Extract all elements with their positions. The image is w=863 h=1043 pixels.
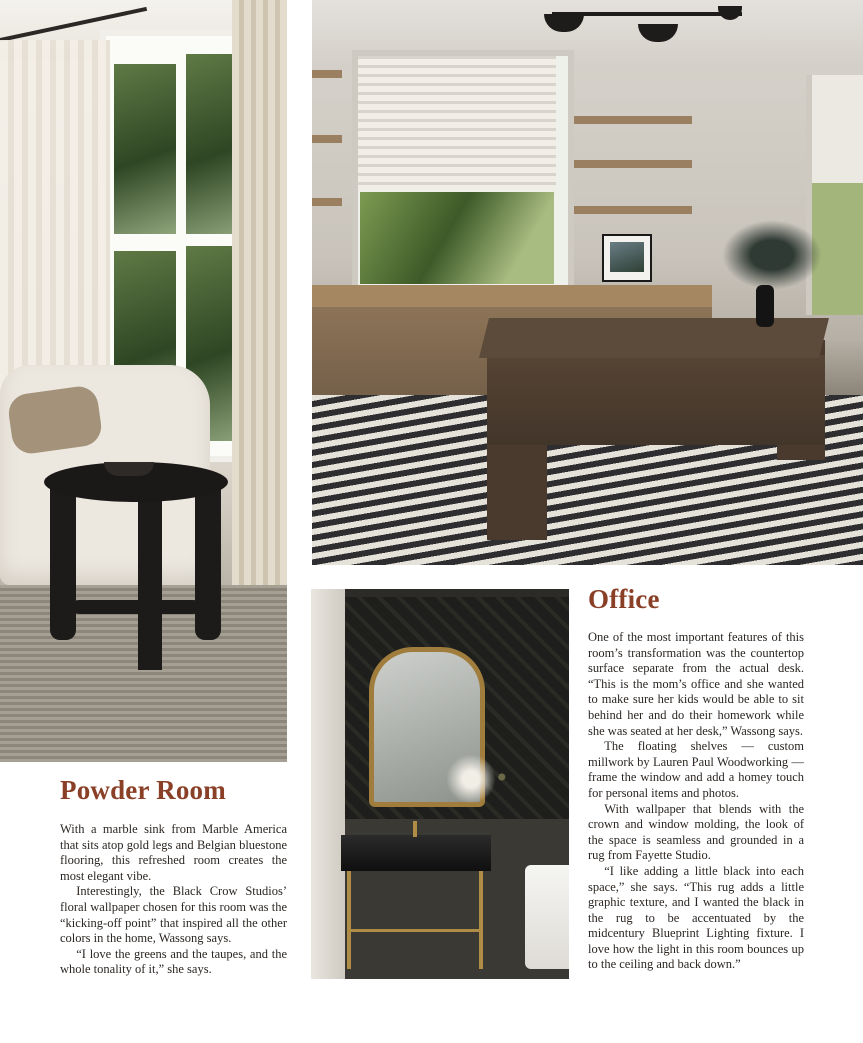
desk-front-panel [487, 355, 825, 445]
office-photo [312, 0, 863, 565]
window-view [360, 192, 554, 284]
paragraph: Interestingly, the Black Crow Studios’ floral wallpaper chosen for this room was the “kicking-off point” that inspired all the other colors in the home, Wassong says. [60, 884, 287, 946]
countertop [312, 285, 712, 307]
roman-shade [358, 56, 556, 191]
wood-desk [479, 318, 829, 358]
table-stretcher [72, 600, 200, 614]
toilet [525, 865, 569, 969]
brass-leg [479, 871, 483, 969]
paragraph: With a marble sink from Marble America that sits atop gold legs and Belgian bluestone flooring, this refreshed room creates the most elegant vibe. [60, 822, 287, 883]
table-leg [138, 490, 162, 670]
table-leg [195, 480, 221, 640]
decorative-bowl [104, 462, 154, 476]
office-heading: Office [588, 584, 660, 614]
faucet [413, 821, 417, 837]
floating-shelf [574, 160, 692, 168]
framed-photo [602, 234, 652, 282]
paragraph: One of the most important features of this room’s transformation was the countertop surface separate from the actual desk. “This is the mom’s office and she wanted to make sure her kids would be able to sit behind her and do their homework while she was seated at her desk,” Wassong says. [588, 630, 804, 738]
black-vase [756, 285, 774, 327]
floating-shelf [312, 135, 342, 143]
powder-room-photo [311, 589, 569, 979]
floating-shelf [312, 198, 342, 206]
office-body [588, 630, 804, 973]
paragraph: The floating shelves — custom millwork by Lauren Paul Woodworking — frame the window and add a homey touch for personal items and photos. [588, 739, 804, 800]
table-leg [50, 480, 76, 640]
plant-arrangement [722, 220, 822, 290]
floating-shelf [312, 70, 342, 78]
living-room-side-table-photo [0, 0, 287, 762]
paragraph: With wallpaper that blends with the crown and window molding, the look of the space is seamless and grounded in a rug from Fayette Studio. [588, 801, 804, 863]
floating-shelf [574, 206, 692, 214]
sheer-curtain [0, 40, 110, 420]
brass-leg [347, 871, 351, 969]
paragraph: “I love the greens and the taupes, and the whole tonality of it,” she says. [60, 946, 287, 977]
door-frame [311, 589, 345, 979]
brass-rail [347, 929, 483, 932]
drape-curtain [232, 0, 287, 620]
powder-room-body [60, 822, 287, 978]
paragraph: “I like adding a little black into each space,” she says. “This rug adds a little graphic texture, and I wanted the black in the rug to be accentuated by the midcentury Blueprint Lighting fixture. I love how the light in this room bounces up to the ceiling and back down.” [588, 863, 804, 972]
marble-sink [341, 835, 491, 871]
floating-shelf [574, 116, 692, 124]
window-pane [114, 64, 176, 234]
powder-room-heading: Powder Room [60, 775, 226, 805]
flower-arrangement [443, 749, 499, 809]
